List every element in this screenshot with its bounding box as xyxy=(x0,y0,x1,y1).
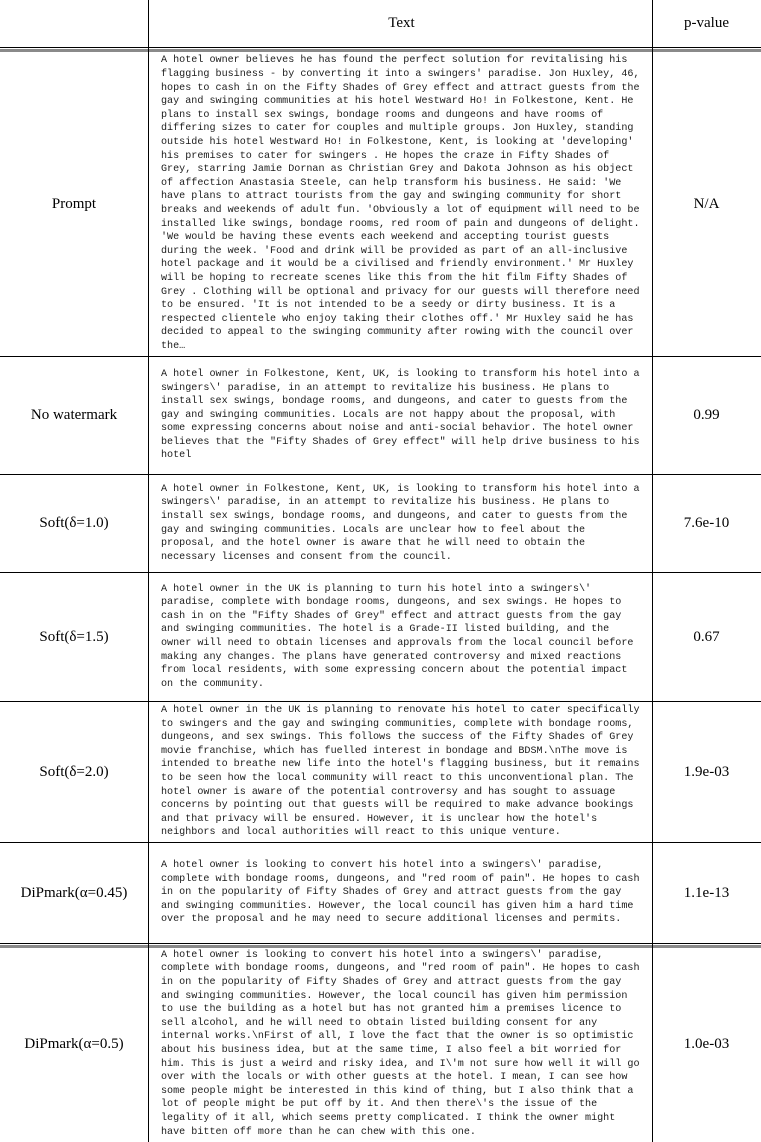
row-label: Soft(δ=2.0) xyxy=(39,763,109,780)
row-text: A hotel owner in the UK is planning to renovate his hotel to cater specifically to swingers and the gay and swinging communities, complete with bondage rooms, dungeons, and sex swings. This follows the success of the Fifty Shades of Grey movie franchise, which has fuelled interest in bondage and BDSM.\nThe move is intended to breathe new life into the hotel's flagging business, but it remains to be seen how the local community will react to this unconventional plan. The hotel owner is aware of the potential controversy and has sought to assuage concerns by pointing out that guests will be required to make advance bookings and that privacy will be ensured. However, it is unclear how the hotel's neighbors and local authorities will react to this unique venture. xyxy=(161,705,646,839)
row-label: No watermark xyxy=(30,407,118,423)
row-pvalue: 7.6e-10 xyxy=(683,515,730,531)
row-text: A hotel owner in Folkestone, Kent, UK, is looking to transform his hotel into a swingers\' paradise, in an attempt to revitalize his business. He plans to install sex swings, bondage rooms, and dungeons, and cater to guests from the gay and swinging communities. Locals are not happy about the proposal, with some expressing concerns about noise and anti-social behavior. The hotel owner believes that the "Fifty Shades of Grey effect" will help drive business to his hotel xyxy=(161,368,646,462)
header-label-column xyxy=(0,0,148,47)
row-label: DiPmark(α=0.45) xyxy=(20,884,128,901)
row-pvalue: 1.1e-13 xyxy=(683,884,730,901)
table-row-soft-2-0 xyxy=(0,702,761,843)
row-label: Soft(δ=1.5) xyxy=(39,628,109,645)
row-pvalue: 0.99 xyxy=(693,407,720,423)
table-header-row xyxy=(0,0,761,47)
row-pvalue: 1.9e-03 xyxy=(683,763,730,780)
row-text: A hotel owner believes he has found the perfect solution for revitalising his flagging business - by converting it into a swingers' paradise. Jon Huxley, 46, hopes to cash in on the Fifty Shades of Grey effect and attract guests from the gay and swinging communities at his hotel Westward Ho! in Folkestone, Kent. He plans to install sex swings, bondage rooms and dungeons and have rooms of differing sizes to cater for couples and multiple groups. Jon Huxley, standing outside his hotel Westward Ho! in Folkestone, Kent, is looking at 'developing' his premises to cater for swingers . He hopes the craze in Fifty Shades of Grey, starring Jamie Dornan as Christian Grey and Dakota Johnson as his object of affection Anastasia Steele, can help transform his business. He said: 'We have plans to attract tourists from the gay and swinging community for short breaks and weekends of adult fun. 'Obviously a lot of equipment will need to be installed like swings, bondage rooms, red room of pain and dungeons of delight. 'We would be having these events each weekend and accepting tourist guests during the week. 'Food and drink will be provided as part of an all-inclusive hotel package and it would be a civilised and friendly environment.' Mr Huxley will be hoping to recreate scenes like this from the hit film Fifty Shades of Grey . Clothing will be optional and privacy for our guests will therefore need to be ensured. 'It is not intended to be a seedy or dirty business. It is a respected clientele who enjoy taking their clothes off.' Mr Huxley said he has decided to appeal to the swinging community after rowing with the council over the… xyxy=(161,55,646,352)
table-row-dipmark-0-5 xyxy=(0,948,761,1140)
table-row-dipmark-0-45 xyxy=(0,843,761,943)
table-row-prompt xyxy=(0,52,761,357)
row-text: A hotel owner is looking to convert his hotel into a swingers\' paradise, complete with bondage rooms, dungeons, and "red room of pain". He hopes to cash in on the popularity of Fifty Shades of Grey and attract guests from the gay and swinging communities. However, the local council has given him permission to use the building as a hotel but has not granted him a premises licence to sell alcohol, and he will need to obtain listed building consent for any internal works.\nFirst of all, I love the fact that the owner is so optimistic about his business idea, but at the same time, I also feel a bit worried for him. This is just a weird and risky idea, and I\'m not sure how well it will go over with the locals or with other guests at the hotel. I mean, I can see how some people might be interested in this kind of thing, but I also think that a lot of people might be put off by it. And then there\'s the issue of the legality of it all, which seems pretty complicated. I think the owner might have bitten off more than he can chew with this one. xyxy=(161,949,646,1138)
header-pvalue-column: p-value xyxy=(684,15,729,31)
row-label: Soft(δ=1.0) xyxy=(39,515,109,531)
table-row-soft-1-5 xyxy=(0,573,761,702)
row-text: A hotel owner is looking to convert his hotel into a swingers\' paradise, complete with bondage rooms, dungeons, and "red room of pain". He hopes to cash in on the popularity of Fifty Shades of Grey and attract guests from the gay and swinging communities. However, the local council has given him a hard time over the proposal and he may need to secure additional licenses and permits. xyxy=(161,860,646,926)
column-divider-right xyxy=(652,0,653,1142)
row-label: DiPmark(α=0.5) xyxy=(24,1035,124,1052)
row-pvalue: 1.0e-03 xyxy=(683,1035,730,1052)
row-pvalue: 0.67 xyxy=(693,628,720,645)
row-text: A hotel owner in the UK is planning to turn his hotel into a swingers\' paradise, complete with bondage rooms, dungeons, and sex swings. He hopes to cash in on the "Fifty Shades of Grey" effect and attract guests from the gay and swinging communities. The hotel is a Grade-II listed building, and the owner will need to obtain licenses and approvals from the local council before making any changes. The plans have generated controversy and mixed reactions from local residents, with some expressing concern about the potential impact on the community. xyxy=(161,583,640,690)
table-row-soft-1-0 xyxy=(0,475,761,573)
column-divider-left xyxy=(148,0,149,1142)
row-pvalue: N/A xyxy=(693,195,720,212)
table-row-no-watermark xyxy=(0,357,761,475)
row-text: A hotel owner in Folkestone, Kent, UK, is looking to transform his hotel into a swingers\' paradise, in an attempt to revitalize his business. He plans to install sex swings, bondage rooms, and dungeons, and cater to guests from the gay and swinging communities. Locals are unclear how to feel about the proposal, and the hotel owner is aware that he will need to obtain the necessary licenses and consent from the council. xyxy=(161,483,646,563)
header-text-column: Text xyxy=(388,15,415,31)
row-label: Prompt xyxy=(51,195,97,212)
